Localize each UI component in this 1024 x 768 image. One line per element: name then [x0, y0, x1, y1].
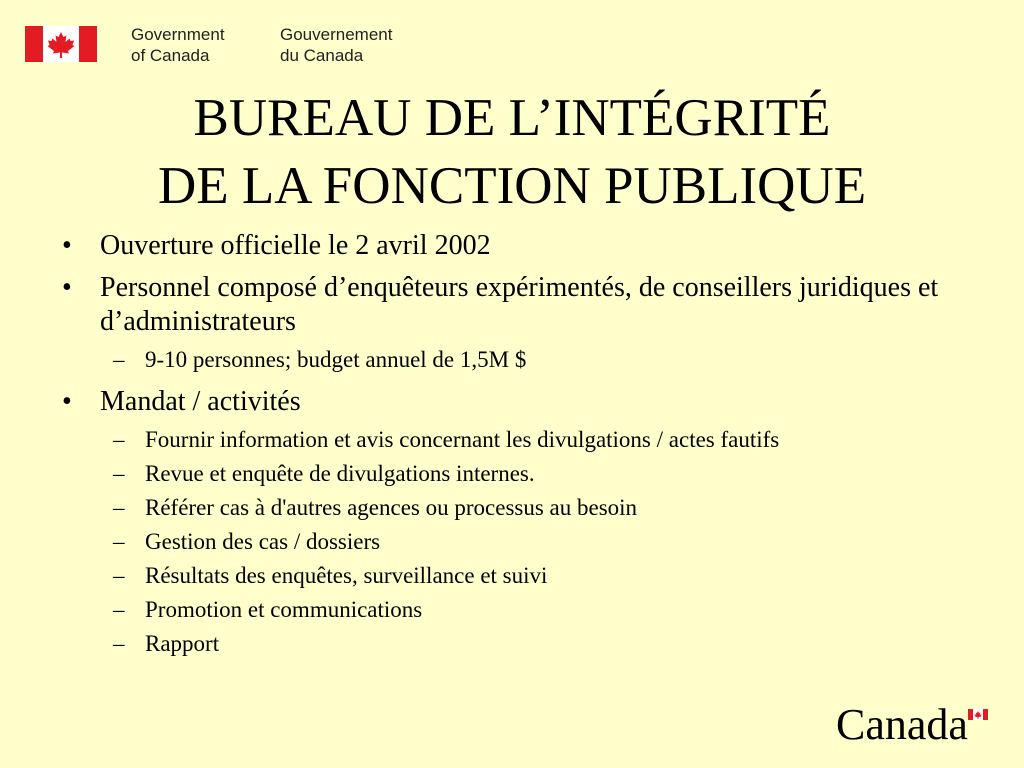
- gov-en-line1: Government: [131, 25, 225, 44]
- sub-bullet-text: Rapport: [145, 631, 220, 656]
- bullet-glyph: •: [62, 230, 72, 261]
- sub-bullet-text: Fournir information et avis concernant les divulgations / actes fautifs: [145, 427, 780, 452]
- bullet-list: [0, 229, 1024, 669]
- sub-bullet-text: 9-10 personnes; budget annuel de 1,5M $: [145, 347, 527, 372]
- sub-bullet-item: [100, 423, 984, 457]
- canada-wordmark: Canada: [836, 700, 968, 749]
- bullet-item-mandate: [0, 385, 1024, 661]
- dash-glyph: –: [113, 427, 125, 452]
- sub-bullet-item: [100, 343, 984, 377]
- dash-glyph: –: [113, 563, 125, 588]
- dash-glyph: –: [113, 529, 125, 554]
- sub-bullet-text: Résultats des enquêtes, surveillance et suivi: [145, 563, 548, 588]
- sub-bullet-item: [100, 627, 984, 661]
- gov-fr-line2: du Canada: [280, 46, 364, 65]
- sub-bullet-text: Promotion et communications: [145, 597, 423, 622]
- bullet-glyph: •: [62, 386, 72, 417]
- sub-bullet-item: [100, 525, 984, 559]
- gov-header: [0, 0, 1024, 72]
- gov-en-line2: of Canada: [131, 46, 210, 65]
- gov-fr-line1: Gouvernement: [280, 25, 393, 44]
- bullet-item-opening: [0, 229, 1024, 263]
- sub-bullet-item: [100, 491, 984, 525]
- sub-bullet-text: Référer cas à d'autres agences ou processus au besoin: [145, 495, 638, 520]
- sub-bullet-item: [100, 559, 984, 593]
- government-of-canada-label: [131, 24, 225, 66]
- sub-bullet-item: [100, 457, 984, 491]
- dash-glyph: –: [113, 631, 125, 656]
- bullet-item-staff: [0, 271, 1024, 377]
- dash-glyph: –: [113, 495, 125, 520]
- dash-glyph: –: [113, 461, 125, 486]
- bullet-text: Personnel composé d’enquêteurs expérimentés, de conseillers juridiques et d’administrateurs: [100, 272, 939, 337]
- sub-bullet-item: [100, 593, 984, 627]
- slide-title-line2: DE LA FONCTION PUBLIQUE: [157, 157, 867, 215]
- dash-glyph: –: [113, 597, 125, 622]
- bullet-glyph: •: [62, 272, 72, 303]
- sub-bullet-text: Gestion des cas / dossiers: [145, 529, 381, 554]
- sub-bullet-list: [100, 423, 984, 661]
- sub-bullet-list: [100, 343, 984, 377]
- slide-title-line1: BUREAU DE L’INTÉGRITÉ: [193, 89, 831, 147]
- dash-glyph: –: [113, 347, 125, 372]
- bullet-text: Ouverture officielle le 2 avril 2002: [100, 230, 491, 261]
- sub-bullet-text: Revue et enquête de divulgations internes.: [145, 461, 535, 486]
- gouvernement-du-canada-label: [280, 24, 392, 66]
- slide-title: [0, 84, 1024, 220]
- canada-flag-small-icon: [968, 709, 988, 720]
- bullet-text: Mandat / activités: [100, 386, 301, 417]
- canada-flag-icon: [25, 26, 97, 62]
